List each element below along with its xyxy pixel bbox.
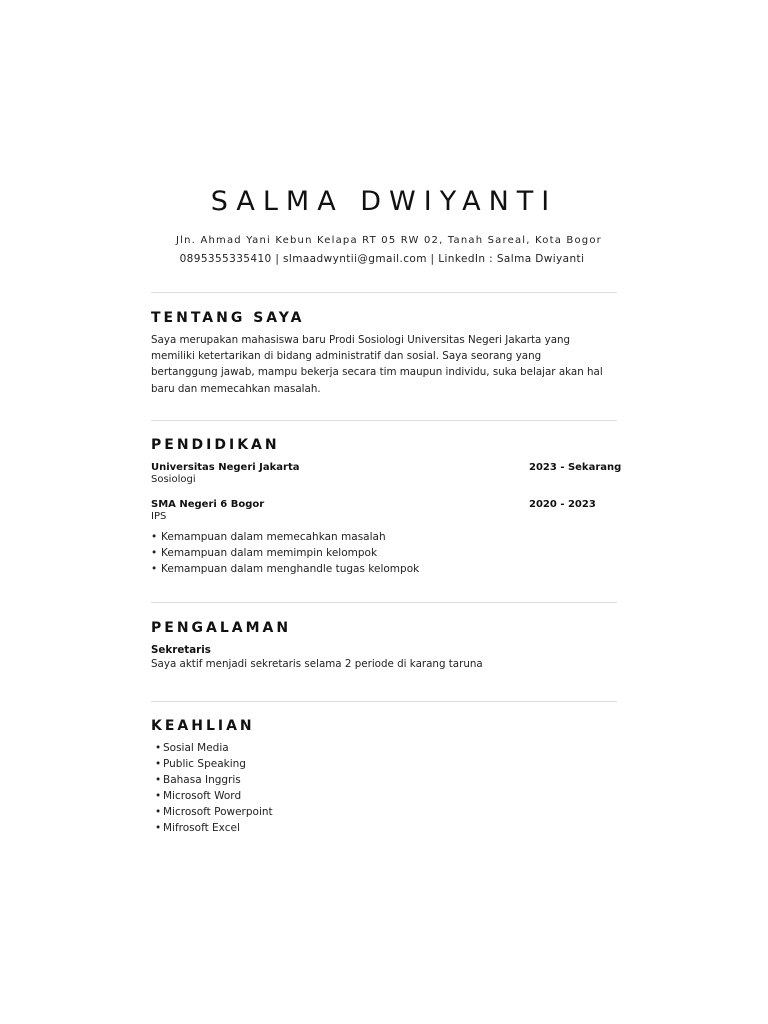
education-heading: PENDIDIKAN xyxy=(151,437,280,453)
about-text xyxy=(151,332,621,397)
bullet-icon: • xyxy=(155,774,162,786)
list-item: • Mifrosoft Excel xyxy=(155,822,240,834)
list-item: • Sosial Media xyxy=(155,742,229,754)
about-heading: TENTANG SAYA xyxy=(151,310,305,326)
experience-heading: PENGALAMAN xyxy=(151,620,292,636)
bullet-icon: • xyxy=(155,822,162,834)
list-item: • Microsoft Powerpoint xyxy=(155,806,273,818)
divider-experience xyxy=(151,701,617,702)
education-institution: SMA Negeri 6 Bogor xyxy=(151,499,265,510)
about-line: memiliki ketertarikan di bidang administratif dan sosial. Saya seorang yang xyxy=(151,350,542,363)
education-institution: Universitas Negeri Jakarta xyxy=(151,462,300,473)
experience-description: Saya aktif menjadi sekretaris selama 2 periode di karang taruna xyxy=(151,658,483,670)
divider-about xyxy=(151,420,617,421)
resume-contact: 0895355335410 | slmaadwyntii@gmail.com | LinkedIn : Salma Dwiyanti xyxy=(179,253,585,265)
list-item: • Kemampuan dalam memecahkan masalah xyxy=(151,531,386,543)
bullet-icon: • xyxy=(155,742,162,754)
education-years: 2020 - 2023 xyxy=(529,499,596,510)
about-line: Saya merupakan mahasiswa baru Prodi Sosiologi Universitas Negeri Jakarta yang xyxy=(151,334,571,346)
skills-heading: KEAHLIAN xyxy=(151,718,255,734)
list-item: • Microsoft Word xyxy=(155,790,242,802)
experience-title: Sekretaris xyxy=(151,644,211,656)
resume-address: Jln. Ahmad Yani Kebun Kelapa RT 05 RW 02, Tanah Sareal, Kota Bogor xyxy=(176,235,602,246)
education-points xyxy=(151,529,419,577)
list-item: • Kemampuan dalam memimpin kelompok xyxy=(151,547,378,559)
education-entry xyxy=(151,462,622,485)
bullet-icon: • xyxy=(151,563,158,575)
education-major: IPS xyxy=(151,511,167,522)
list-item: • Public Speaking xyxy=(155,758,246,770)
about-line: bertanggung jawab, mampu bekerja secara tim maupun individu, suka belajar akan hal xyxy=(151,366,603,379)
bullet-icon: • xyxy=(155,758,162,770)
education-entry xyxy=(151,499,617,522)
about-line: baru dan memecahkan masalah. xyxy=(151,382,321,395)
skills-list xyxy=(155,740,273,836)
experience-entry xyxy=(151,644,483,670)
divider-header xyxy=(151,292,617,293)
list-item: • Bahasa Inggris xyxy=(155,774,241,786)
resume-name: SALMA DWIYANTI xyxy=(210,186,558,217)
list-item: • Kemampuan dalam menghandle tugas kelompok xyxy=(151,563,420,575)
education-years: 2023 - Sekarang xyxy=(529,462,622,473)
bullet-icon: • xyxy=(155,806,162,818)
bullet-icon: • xyxy=(151,547,158,559)
bullet-icon: • xyxy=(155,790,162,802)
bullet-icon: • xyxy=(151,531,158,543)
education-major: Sosiologi xyxy=(151,474,196,485)
divider-education xyxy=(151,602,617,603)
